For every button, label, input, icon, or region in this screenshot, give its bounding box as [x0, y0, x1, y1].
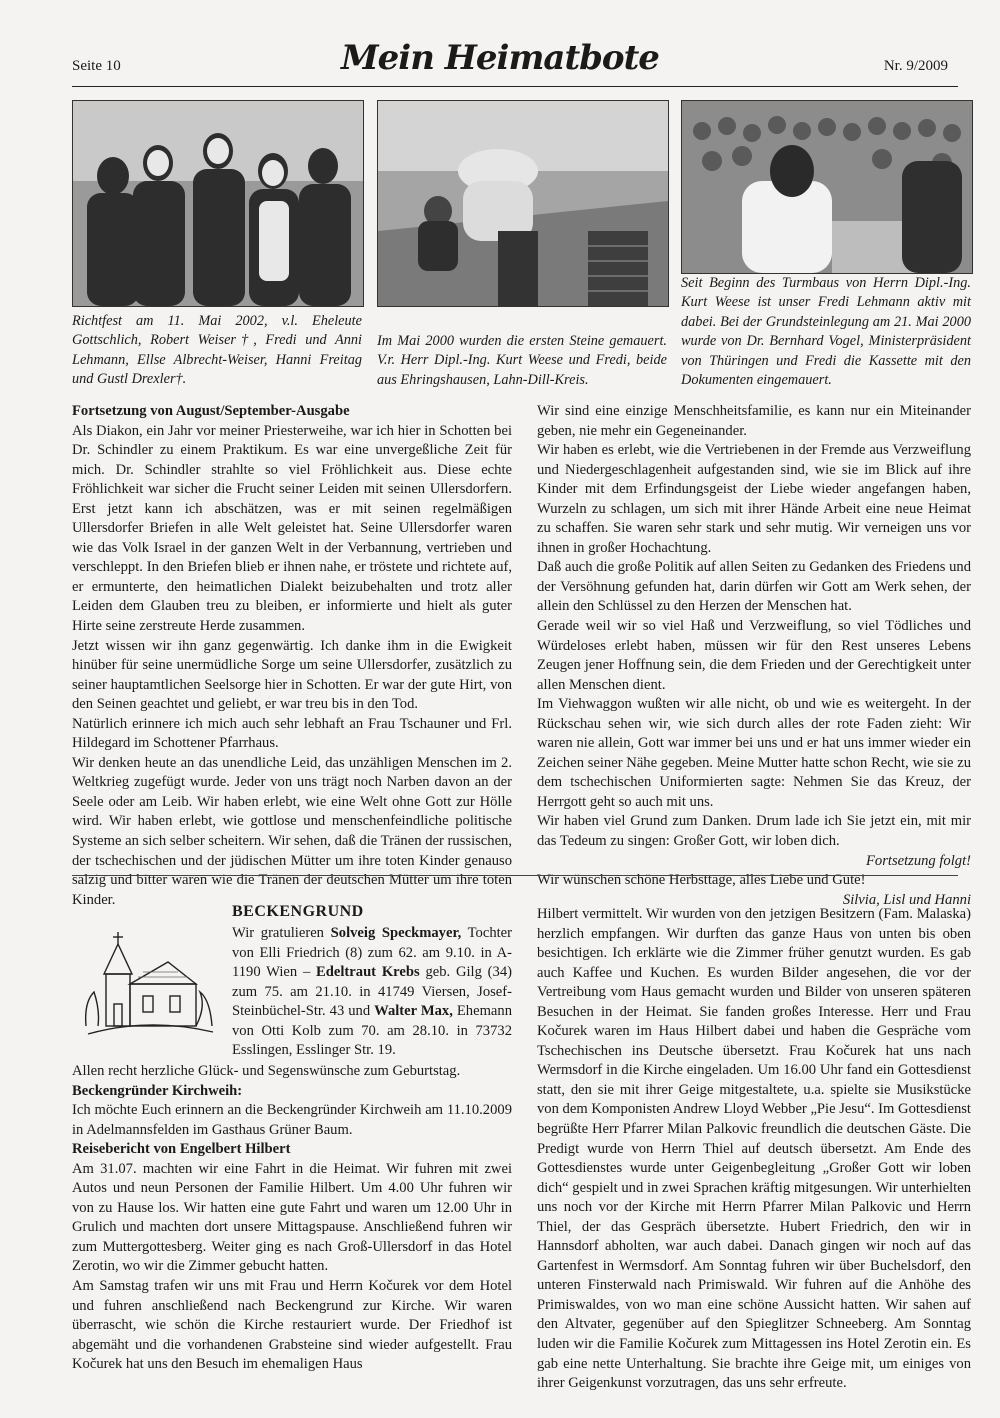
church-illustration: [78, 922, 220, 1042]
greeting-text: geb. Gilg (34) zum 75. am 21.10. in 41749 Viersen, Josef-Steinbüchel-Str. 43 und: [232, 964, 512, 1020]
continued-note: Fortsetzung folgt!: [866, 852, 971, 869]
article-paragraph: Als Diakon, ein Jahr vor meiner Priesterweihe, war ich hier in Schotten bei Dr. Schindler zu einem Praktikum. Es war eine unvergeßliche Zeit für mich. Dr. Schindler strahlte so viel Fröhlichkeit aus. Diese echte Fröhlichkeit war sicher die Frucht seiner Leiden mit seinen Ullersdorfern. Erst jetzt kann ich abschätzen, was er mit seinen regelmäßigen Ullersdorfer Briefen in alle Welt geleistet hat. Seine Ullersdorfer waren wie das Volk Israel in der ganzen Welt in der Verbannung, vertrieben und verschleppt. In den Briefen blieb er ihnen nahe, er tröstete und richtete auf, er ermunterte, den heimatlichen Dialekt beizubehalten und trotz aller Leiden dem Glauben treu zu bleiben, er informierte und hielt als guter Hirte seine zerstreute Herde zusammen.: [72, 422, 512, 635]
kirchweih-text: Ich möchte Euch erinnern an die Beckengründer Kirchweih am 11.10.2009 in Adelmannsfelden im Gasthaus Grüner Baum.: [72, 1102, 512, 1138]
group-photo-icon: [73, 101, 363, 306]
report-paragraph: Am 31.07. machten wir eine Fahrt in die Heimat. Wir fuhren mit zwei Autos und neun Personen der Familie Hilbert. Um 4.00 Uhr fuhren wir von zu Hause los. Wir hatten eine gute Fahrt und waren um 12.00 Uhr in Grulich und machten dort unsere Mittagspause. Anschließend fuhren wir zum Muttergottesberg. Weiter ging es nach Groß-Ullersdorf in das Hotel Zerotin, wo wir die Zimmer gebucht hatten.: [72, 1160, 512, 1275]
report-heading: Reisebericht von Engelbert Hilbert: [72, 1141, 291, 1158]
kirchweih-heading: Beckengründer Kirchweih:: [72, 1082, 243, 1099]
article-paragraph: Wir sind eine einzige Menschheitsfamilie, es kann nur ein Miteinander geben, nie mehr ein Gegeneinander.: [537, 403, 971, 439]
birthday-name: Solveig Speckmayer,: [330, 925, 462, 941]
photo-grundstein: [681, 100, 973, 274]
caption-bau: Im Mai 2000 wurden die ersten Steine gemauert. V.r. Herr Dipl.-Ing. Kurt Weese und Fredi, beide aus Ehringshausen, Lahn-Dill-Kreis.: [377, 333, 667, 388]
article-paragraph: Wir denken heute an das unendliche Leid, das unzähligen Menschen im 2. Weltkrieg zugefügt wurde. Jeder von uns trägt noch Narben davon an der Seele oder am Leib. Wir haben erlebt, wie eine Welt ohne Gott zur Hölle wird. Wir haben erlebt, wie gottlose und menschenfeindliche politische Systeme an sich selber scheitern. Wir sehen, daß die Tränen der russischen, der tschechischen und der jüdischen Mütter um ihre toten Kinder genauso salzig und bitter waren wie die Tränen der deutschen Mütter um ihre toten Kinder.: [72, 754, 512, 908]
greeting-text: Tochter von Elli Friedrich (8) zum 62. am 9.10. in A-1190 Wien –: [232, 925, 513, 981]
crowd-photo-icon: [682, 101, 972, 273]
beckengrund-left-column: [72, 1062, 512, 1375]
article-heading: Fortsetzung von August/September-Ausgabe: [72, 403, 350, 419]
photo-bau: [377, 100, 669, 307]
caption-richtfest: Richtfest am 11. Mai 2002, v.l. Eheleute Gottschlich, Robert Weiser†, Fredi und Anni Lehmann, Ellse Albrecht-Weiser, Hanni Freitag und Gustl Drexler†.: [72, 313, 362, 388]
signature: Silvia, Lisl und Hanni: [842, 891, 971, 908]
greeting: Wir wünschen schöne Herbsttage, alles Liebe und Gute!: [537, 872, 866, 889]
birthday-name: Edeltraut Krebs: [316, 964, 420, 981]
article-paragraph: Natürlich erinnere ich mich auch sehr lebhaft an Frau Tschauner und Frl. Hildegard im Schottener Pfarrhaus.: [72, 715, 512, 752]
page-number: Seite 10: [72, 58, 121, 74]
beckengrund-right-column: [537, 905, 971, 1394]
caption-grundstein: Seit Beginn des Turmbaus von Herrn Dipl.-Ing. Kurt Weese ist unser Fredi Lehmann aktiv mit dabei. Bei der Grundsteinlegung am 21. Mai 2000 wurde von Dr. Bernhard Vogel, Ministerpräsident von Thüringen und Fredi die Kassette mit den Dokumenten eingemauert.: [681, 275, 971, 389]
article-right-column: [537, 402, 971, 910]
wishes-text: Allen recht herzliche Glück- und Segenswünsche zum Geburtstag.: [72, 1063, 461, 1079]
article-paragraph: Wir haben es erlebt, wie die Vertriebenen in der Fremde aus Verzweiflung und Niedergeschlagenheit aufgestanden sind, wie sie im Blick auf ihre Kinder mit dem Erfindungsgeist der Liebe wieder angefangen haben, Wurzeln zu schlagen, um sich mit ihrer Hände Arbeit eine neue Heimat zu schaffen. Sie waren sehr stark und sehr mutig. Wir verneigen uns vor ihnen in großer Hochachtung.: [537, 442, 971, 556]
article-paragraph: Im Viehwaggon wußten wir alle nicht, ob und wie es weitergeht. In der Rückschau sehen wir, wie sich durch alles der rote Faden zieht: Wir waren nie allein, Gott war immer bei uns und er hat uns immer wieder ein Zeichen seiner Nähe gegeben. Meine Mutter hatte schon Recht, wie sie zu dem tschechischen Uniformierten sagte: Nehmen Sie das Kreuz, der Herrgott geht so auch mit uns.: [537, 696, 971, 810]
birthday-name: Walter Max,: [374, 1003, 453, 1020]
birthday-greetings: [232, 924, 512, 1061]
article-paragraph: Daß auch die große Politik auf allen Seiten zu Gedanken des Friedens und der Versöhnung gefunden hat, darin dürfen wir Gott am Werk sehen, der allein den Schlüssel zu den Herzen der Menschen hat.: [537, 559, 971, 615]
issue-number: Nr. 9/2009: [883, 58, 948, 74]
report-paragraph: Am Samstag trafen wir uns mit Frau und Herrn Kočurek vor dem Hotel und fuhren anschließend nach Beckengrund zur Kirche. Wir waren überrascht, wie schön die Kirche restauriert wurde. Der Friedhof ist abgemäht und die vorhandenen Grabsteine sind wieder aufgestellt. Frau Kočurek hat uns den Besuch im ehemaligen Haus: [72, 1278, 512, 1373]
greeting-text: Wir gratulieren: [232, 925, 331, 941]
church-icon: [78, 922, 220, 1042]
article-paragraph: Jetzt wissen wir ihn ganz gegenwärtig. Ich danke ihm in die Ewigkeit hinüber für seine unermüdliche Sorge um seine Ullersdorfer, zusätzlich zu seiner hauptamtlichen Seelsorge hier in Schotten. Er war der gute Hirt, von den Seinen geachtet und geliebt, er war treu bis in den Tod.: [72, 637, 512, 713]
section-rule: [72, 875, 958, 876]
article-left-column: [72, 402, 512, 910]
photo-richtfest: [72, 100, 364, 307]
construction-photo-icon: [378, 101, 668, 306]
report-paragraph: Hilbert vermittelt. Wir wurden von den jetzigen Besitzern (Fam. Malaska) herzlich empfangen. Wir durften das ganze Haus von unten bis oben besichtigen. Ich erklärte wie die Zimmer früher genutzt wurden. Es gab auch Kaffee und Kuchen. Es wurden Bilder angesehen, die vor der Vertreibung vom Haus gemacht wurden und Bilder von unseren späteren Besuchen in der Heimat. Sie fanden großes Interesse. Herr und Frau Kočurek waren im Haus Hilbert dabei und haben die Gespräche vom Tschechischen ins Deutsche übersetzt. Frau Kočurek hat uns nach Wermsdorf in die Kirche eingeladen. Um 16.00 Uhr fand ein Gottesdienst statt, den sie mit ihrer Geige mitgestaltete, u.a. spielte sie Musikstücke von dem Komponisten Andrew Lloyd Webber „Pie Jesu“. Im Gottesdienst begrüßte Herr Pfarrer Milan Palkovic freundlich die deutschen Gäste. Die Predigt wurde von Herrn Thiel auf deutsch übersetzt. Am Ende des Gottesdienstes wurde unter Geigenbegleitung „Großer Gott wir loben dich“ gespielt und in zwei Sprachen kräftig mitgesungen. Wir unterhielten uns noch vor der Kirche mit Herrn Pfarrer Milan Palkovic und Herrn Thiel, der das Gespräch übersetzte. Hubert Friedrich, den wir in Hannsdorf abholten, war auch dabei. Danach gingen wir noch auf das Gartenfest in Wermsdorf. Am Sonntag fuhren wir über Buchelsdorf, den unteren Finsterwald nach Primiswald. Wir fuhren auf die Anhöhe des Primiswaldes, von wo man eine schöne Aussicht hatten. Wir sahen auf den Altvater, gegenüber auf den Spieglitzer Schneeberg. Am Sonntag luden wir die Familie Kočurek zum Mittagessen ins Hotel Zerotin ein. Es gab eine nette Unterhaltung. Sie brachte ihre Geige mit, um einiges von ihrer Geigenkunst vorzutragen, das uns sehr erfreute.: [537, 906, 971, 1392]
header-rule: [72, 86, 958, 87]
article-paragraph: Gerade weil wir so viel Haß und Verzweiflung, so viel Tödliches und Würdeloses erlebt haben, müssen wir für den Rest unseres Lebens Zeugen jener Hoffnung sein, die dem Frieden und der Gerechtigkeit unter allen Menschen dient.: [537, 618, 971, 693]
masthead-title: Mein Heimatbote: [341, 38, 659, 78]
section-title-beckengrund: BECKENGRUND: [232, 903, 364, 920]
article-paragraph: Wir haben viel Grund zum Danken. Drum lade ich Sie jetzt ein, mit mir das Tedeum zu singen: Großer Gott, wir loben dich.: [537, 813, 971, 850]
greeting-text: Ehemann von Otti Kolb zum 70. am 28.10. in 73732 Esslingen, Esslinger Str. 19.: [232, 1003, 512, 1059]
